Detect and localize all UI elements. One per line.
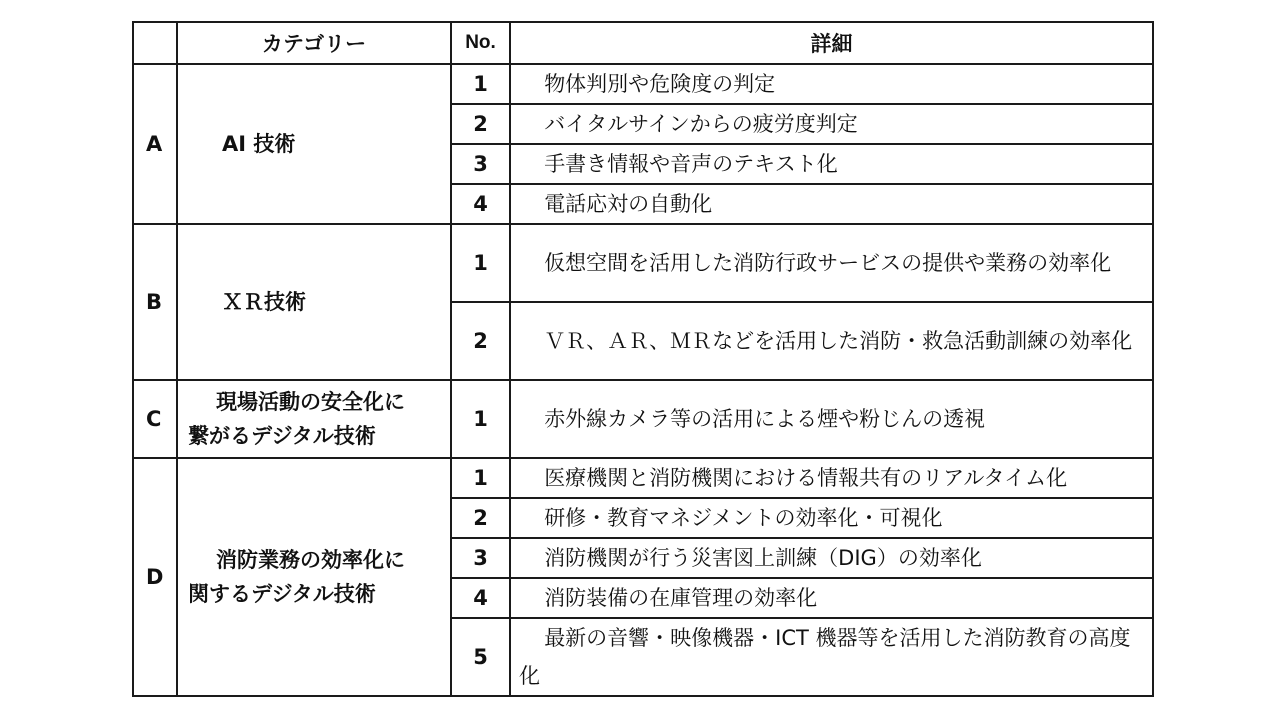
table-row [133, 224, 1153, 302]
group-code-d: D [133, 458, 177, 696]
category-line: ＸＲ技術 [222, 290, 306, 314]
header-blank-cell [133, 22, 177, 64]
group-code-b: B [133, 224, 177, 380]
item-detail: 物体判別や危険度の判定 [510, 64, 1153, 104]
item-no: 2 [451, 302, 510, 380]
item-detail: ＶＲ、ＡＲ、ＭＲなどを活用した消防・救急活動訓練の効率化 [510, 302, 1153, 380]
group-category-d [177, 458, 451, 696]
item-detail: 最新の音響・映像機器・ICT 機器等を活用した消防教育の高度化 [510, 618, 1153, 696]
item-detail: 研修・教育マネジメントの効率化・可視化 [510, 498, 1153, 538]
category-line: 繋がるデジタル技術 [188, 424, 376, 448]
item-detail: 医療機関と消防機関における情報共有のリアルタイム化 [510, 458, 1153, 498]
table-row [133, 380, 1153, 458]
group-category-c [177, 380, 451, 458]
item-no: 1 [451, 380, 510, 458]
category-line: 関するデジタル技術 [188, 582, 376, 606]
group-code-a: A [133, 64, 177, 224]
header-row [133, 22, 1153, 64]
header-detail: 詳細 [510, 22, 1153, 64]
group-category-a [177, 64, 451, 224]
category-line: 現場活動の安全化に [216, 390, 405, 414]
group-code-c: C [133, 380, 177, 458]
item-detail: 手書き情報や音声のテキスト化 [510, 144, 1153, 184]
item-detail: バイタルサインからの疲労度判定 [510, 104, 1153, 144]
item-no: 4 [451, 578, 510, 618]
category-line: AI 技術 [222, 132, 296, 156]
item-no: 1 [451, 64, 510, 104]
item-no: 5 [451, 618, 510, 696]
technology-category-table [132, 21, 1154, 697]
item-detail: 仮想空間を活用した消防行政サービスの提供や業務の効率化 [510, 224, 1153, 302]
item-no: 1 [451, 224, 510, 302]
header-category: カテゴリー [177, 22, 451, 64]
category-line: 消防業務の効率化に [216, 548, 405, 572]
item-detail: 消防機関が行う災害図上訓練（DIG）の効率化 [510, 538, 1153, 578]
table-row [133, 64, 1153, 104]
item-no: 2 [451, 104, 510, 144]
group-category-b [177, 224, 451, 380]
item-no: 3 [451, 538, 510, 578]
table-row [133, 458, 1153, 498]
item-detail: 赤外線カメラ等の活用による煙や粉じんの透視 [510, 380, 1153, 458]
item-no: 1 [451, 458, 510, 498]
item-detail: 消防装備の在庫管理の効率化 [510, 578, 1153, 618]
item-no: 2 [451, 498, 510, 538]
item-no: 3 [451, 144, 510, 184]
item-detail: 電話応対の自動化 [510, 184, 1153, 224]
item-no: 4 [451, 184, 510, 224]
header-no: No. [451, 22, 510, 64]
